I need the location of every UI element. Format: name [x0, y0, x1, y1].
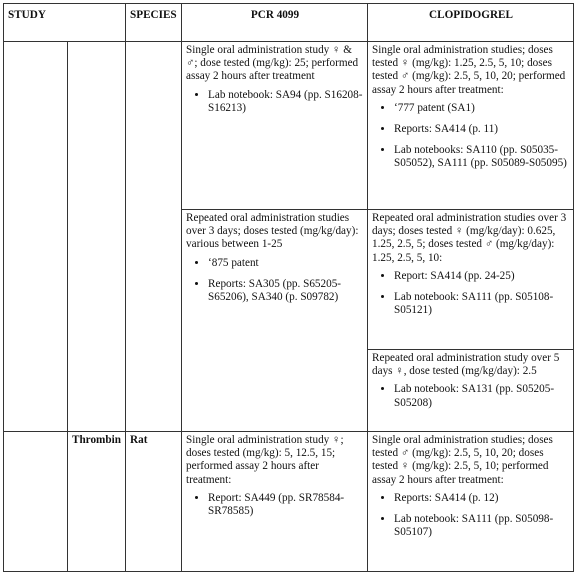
list-item: • Lab notebook: SA131 (pp. S05205-S05208)	[394, 383, 570, 409]
pcr-cell	[182, 432, 368, 572]
pcr-references	[186, 492, 364, 518]
study-group-cell	[4, 432, 68, 572]
clopidogrel-cell	[368, 42, 574, 210]
list-item: • Lab notebook: SA111 (pp. S05108-S05121)	[394, 291, 570, 317]
list-item: • Report: SA414 (pp. 24-25)	[394, 270, 570, 283]
pcr-cell	[182, 210, 368, 432]
clopidogrel-cell	[368, 350, 574, 432]
clopidogrel-references	[372, 383, 570, 409]
list-item: • ‘875 patent	[208, 257, 364, 270]
study-table	[3, 3, 574, 572]
study-subgroup-cell	[68, 42, 126, 432]
pcr-references	[186, 257, 364, 305]
clopidogrel-description: Repeated oral administration studies over 3 days; doses tested ♀ (mg/kg/day): 0.625, 1.25, 2.5, 5; doses tested ♂ (mg/kg/day): 1.25, 2.5, 5, 10:	[372, 212, 567, 264]
pcr-description: Repeated oral administration studies over 3 days; doses tested (mg/kg/day): various between 1-25	[186, 212, 359, 251]
study-group-cell	[4, 42, 68, 432]
pcr-description: Single oral administration study ♀ & ♂; dose tested (mg/kg): 25; performed assay 2 hours after treatment	[186, 44, 359, 83]
species-cell: Rat	[126, 432, 182, 572]
study-name-cell: Thrombin	[68, 432, 126, 572]
header-pcr: PCR 4099	[182, 4, 368, 42]
clopidogrel-description: Repeated oral administration study over 5 days ♀, dose tested (mg/kg/day): 2.5	[372, 352, 560, 378]
clopidogrel-cell	[368, 210, 574, 350]
clopidogrel-references	[372, 270, 570, 318]
table-row	[4, 42, 574, 210]
header-study: STUDY	[4, 4, 126, 42]
header-row	[4, 4, 574, 42]
list-item: • Reports: SA305 (pp. S65205-S65206), SA340 (p. S09782)	[208, 278, 364, 304]
clopidogrel-description: Single oral administration studies; doses tested ♂ (mg/kg): 2.5, 5, 10, 20; doses tested ♀ (mg/kg): 2.5, 5, 10; performed assay 2 hours after treatment:	[372, 434, 553, 486]
list-item: • Reports: SA414 (p. 12)	[394, 492, 570, 505]
table-row	[4, 432, 574, 572]
pcr-cell	[182, 42, 368, 210]
list-item: • Lab notebooks: SA110 (pp. S05035-S05052), SA111 (pp. S05089-S05095)	[394, 144, 570, 170]
clopidogrel-references	[372, 492, 570, 540]
clopidogrel-references	[372, 102, 570, 171]
list-item: • Lab notebook: SA94 (pp. S16208-S16213)	[208, 89, 364, 115]
header-clopidogrel: CLOPIDOGREL	[368, 4, 574, 42]
list-item: • Reports: SA414 (p. 11)	[394, 123, 570, 136]
species-cell	[126, 42, 182, 432]
list-item: • Lab notebook: SA111 (pp. S05098-S05107)	[394, 513, 570, 539]
header-species: SPECIES	[126, 4, 182, 42]
list-item: • Report: SA449 (pp. SR78584-SR78585)	[208, 492, 364, 518]
pcr-references	[186, 89, 364, 115]
pcr-description: Single oral administration study ♀; doses tested (mg/kg): 5, 12.5, 15; performed assay 2 hours after treatment:	[186, 434, 344, 486]
clopidogrel-description: Single oral administration studies; doses tested ♀ (mg/kg): 1.25, 2.5, 5, 10; doses tested ♂ (mg/kg): 2.5, 5, 10, 20; performed assay 2 hours after treatment:	[372, 44, 566, 96]
list-item: • ‘777 patent (SA1)	[394, 102, 570, 115]
clopidogrel-cell	[368, 432, 574, 572]
